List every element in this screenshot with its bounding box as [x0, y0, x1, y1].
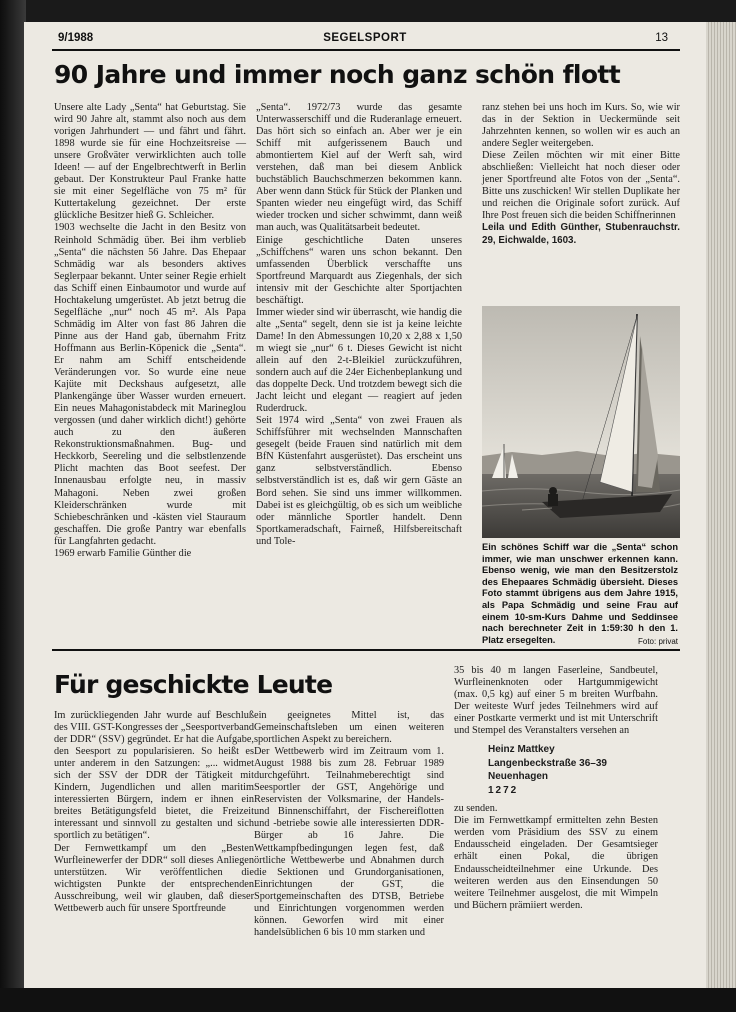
paragraph: ein geeignetes Mittel ist, das Gemeinschaftsleben um einen weiteren sportlichen Aspekt zu bereichern. — [254, 710, 444, 746]
magazine-name: SEGELSPORT — [323, 32, 407, 44]
paragraph: Diese Zeilen möchten wir mit einer Bitte abschließen: Vielleicht hat noch dieser oder jener Sportfreund alte Fotos von der „Senta“. Bitte uns zuschicken! Wir stellen Duplikate her und reichen die Originale sofort zurück. Auf Ihre Post freuen sich die beiden Schiffnerinnen — [482, 150, 680, 222]
paragraph: 1903 wechselte die Jacht in den Besitz von Reinhold Schmädig über. Bei ihm verblieb „Senta“ die nächsten 56 Jahre. Das Ehepaar Schmädig war als besonders aktives Seglerpaar bekannt. Unter seiner Regie erhielt das Schiff einen Einbaumotor und wurde auf Hochtakelung umgerüstet. Ab jetzt betrug die Segelfläche „nur“ noch 45 m². Als Papa Schmädig im Alter von fast 86 Jahren die Pinne aus der Hand gab, übernahm Fritz Hoffmann aus Berlin-Köpenick die „Senta“. Er nahm am Schiff entscheidende Veränderungen vor. So wurde eine neue Kajüte mit Deckshaus aufgesetzt, alle Plankengänge über Wasser wurden erneuert. Ein neues Mahagonistabdeck mit Marineglou vergossen (und daher wirklich dicht!) gehörte auch zu den äußeren Rekonstruktionsmaßnahmen. Bug- und Heckkorb, Seereling und die selbstlenzende Plicht machten das Boot seefest. Der Innenausbau erfolgte neu, in massiv Mahagoni. Neben zwei großen Kleiderschränken wurde mit Schiebeschränken und -kästen viel Stauraum geschaffen. Die große Pantry war ebenfalls für Langfahrten gedacht. — [54, 222, 246, 547]
article1-title: 90 Jahre und immer noch ganz schön flott — [54, 60, 621, 89]
article2-column-3 — [454, 665, 658, 965]
article1-column-3 — [482, 102, 680, 302]
article2-column-1 — [54, 710, 254, 980]
scan-bottom-border — [0, 988, 736, 1012]
address-city: Neuenhagen — [488, 771, 549, 783]
section-rule — [52, 649, 680, 651]
paragraph: Einige geschichtliche Daten unseres „Schiffchens“ waren uns schon bekannt. Den umfassenden Überblick verschaffte uns Sportfreund Marquardt aus Ziegenhals, der sich intensiv mit der Geschichte alter Sportjachten beschäftigt. — [256, 234, 462, 306]
paragraph: Unsere alte Lady „Senta“ hat Geburtstag. Sie wird 90 Jahre alt, stammt also noch aus dem vorigen Jahrhundert — und fährt und fährt. 1898 wurde sie für eine Hochzeitsreise — unsere Großväter verwirklichten auch tolle Ideen! — auf der Engelbrechtwerft in Berlin gebaut. Der Konstrukteur Paul Franke hatte sie mit einer Segelfläche von 75 m² für Kuttertakelung gezeichnet. Der erste glückliche Besitzer hieß G. Schleicher. — [54, 102, 246, 222]
page-number: 13 — [655, 32, 668, 44]
author-signature: Leila und Edith Günther, Stubenrauchstr. 29, Eichwalde, 1603. — [482, 222, 680, 246]
article2-title: Für geschickte Leute — [54, 670, 333, 699]
article1-column-1 — [54, 102, 246, 662]
address-zip: 1272 — [488, 784, 519, 796]
article2-column-2 — [254, 710, 444, 980]
paragraph: Der Fernwettkampf um den „Besten Wurfleinewerfer der DDR“ soll dieses Anliegen unterstützen. Wir veröffentlichen die wichtigsten Punkte der entsprechenden Ausschreibung, weil wir glauben, daß dieser Wettbewerb auch für unsere Sportfreunde — [54, 842, 254, 914]
paragraph: Seit 1974 wird „Senta“ von zwei Frauen als Schiffsführer mit wechselnden Mannschaften gesegelt (beide Frauen sind natürlich mit dem BfN Küstenfahrt ausgerüstet). Das erscheint uns ganz selbstverständlich. Ebenso selbstverständlich ist es, daß wir gern Gäste an Bord sehen. Sie sind uns immer willkommen. Dabei ist es gleichgültig, ob es sich um weibliche oder männliche Sportler handelt. Denn Sportkameradschaft, Fairneß, Hilfsbereitschaft und Tole- — [256, 415, 462, 547]
paragraph: Immer wieder sind wir überrascht, wie handig die alte „Senta“ segelt, denn sie ist ja keine leichte Dame! In den Abmessungen 10,20 x 2,88 x 1,50 m wiegt sie „nur“ 6 t. Dieses Gewicht ist nicht allein auf den 2-t-Bleikiel zurückzuführen, sondern auch auf die 24er Eichenbeplankung und das doppelte Deck. Und trotzdem bewegt sich die Jacht leicht und elegant — reagiert auf jeden Ruderdruck. — [256, 306, 462, 415]
paragraph: 35 bis 40 m langen Faserleine, Sandbeutel, Wurfleinenknoten oder Hartgummigewicht (max. 0,5 kg) auf einer 5 m breiten Wurfbahn. Der weiteste Wurf jedes Teilnehmers wird auf einer Postkarte vermerkt und ist mit Unterschrift und Stempel des Veranstalters versehen an — [454, 665, 658, 737]
paragraph: Im zurückliegenden Jahr wurde auf Beschluß des VIII. GST-Kongresses der „Seesportverband der DDR“ (SSV) gegründet. Er hat die Aufgabe, den Seesport zu popularisieren. So heißt es unter anderem in den Satzungen: „... widmet sich der SSV der DDR der Tätigkeit mit Kindern, Jugendlichen und allen maritim interessierten Bürgern, indem er ihnen ein breites Betätigungsfeld bietet, die Freizeit interessant und sinnvoll zu gestalten und sich sportlich zu betätigen“. — [54, 710, 254, 842]
paragraph: „Senta“. 1972/73 wurde das gesamte Unterwasserschiff und die Ruderanlage erneuert. Das hört sich so einfach an. Aber wer je ein Schiff mit aufgerissenem Bauch und abmontiertem Kiel auf der Werft sah, wird verstehen, daß man bei diesem Anblick buchstäblich Bauchschmerzen bekommen kann. Aber wenn dann Stück für Stück der Planken und Spanten wieder neu eingefügt wird, das Schiff wieder trocken und sicher schwimmt, dann weiß man auch, was Qualitätsarbeit bedeutet. — [256, 102, 462, 234]
caption-text: Ein schönes Schiff war die „Senta“ schon immer, wie man unschwer erkennen kann. Ebenso wenig, wie man den Besitzerstolz des Ehepaares Schmädig übersieht. Dieses Foto stammt übrigens aus dem Jahre 1915, als Papa Schmädig und seine Frau auf einem 10-sm-Kurs Dahme und Seddinsee nach berechneter Zeit in 1:59:30 h den 1. Platz ersegelten. — [482, 542, 678, 645]
photo-credit: Foto: privat — [637, 636, 678, 646]
paragraph: Der Wettbewerb wird im Zeitraum vom 1. August 1988 bis zum 28. Februar 1989 durchgeführt. Teilnahmeberechtigt sind Seesportler der GST, Angehörige und Reservisten der Volksmarine, der Handels- und Binnenschiffahrt, der Fischereiflotten und -betriebe sowie alle interessierten DDR-Bürger ab 16 Jahre. Die Wettkampfbedingungen legen fest, daß örtliche Wettbewerbe und Abnahmen durch die Sektionen und Grundorganisationen, Einrichtungen der GST, die Sportgemeinschaften des DTSB, Betriebe und Einrichtungen vorgenommen werden können. Geworfen wird mit einer handelsüblichen 6 bis 10 mm starken und — [254, 746, 444, 938]
article1-column-2 — [256, 102, 462, 662]
paragraph: 1969 erwarb Familie Günther die — [54, 547, 192, 559]
paragraph: ranz stehen bei uns hoch im Kurs. So, wie wir das in der Sektion in Ueckermünde seit Jahrzehnten kennen, so wollen wir es auch an andere Segler weitergeben. — [482, 102, 680, 150]
address-street: Langenbeckstraße 36–39 — [488, 757, 607, 769]
paragraph: zu senden. — [454, 803, 498, 815]
address-name: Heinz Mattkey — [488, 744, 555, 756]
photo-caption — [482, 542, 678, 647]
header-rule — [52, 49, 680, 51]
sailboat-photo — [482, 306, 680, 538]
address-block — [454, 743, 658, 797]
magazine-page — [24, 22, 706, 988]
book-spine-shadow — [0, 0, 26, 1012]
paragraph: Die im Fernwettkampf ermittelten zehn Besten werden vom Präsidium des SSV zu einem Endausscheid eingeladen. Der Gesamtsieger erhält einen Pokal, die übrigen Endausscheidteilnehmer eine Urkunde. Des weiteren werden aus den Einsendungen 50 weitere Teilnehmer ausgelost, die mit Wimpeln und Büchern prämiiert werden. — [454, 815, 658, 911]
page-edge — [706, 22, 736, 988]
issue-number: 9/1988 — [58, 32, 94, 44]
